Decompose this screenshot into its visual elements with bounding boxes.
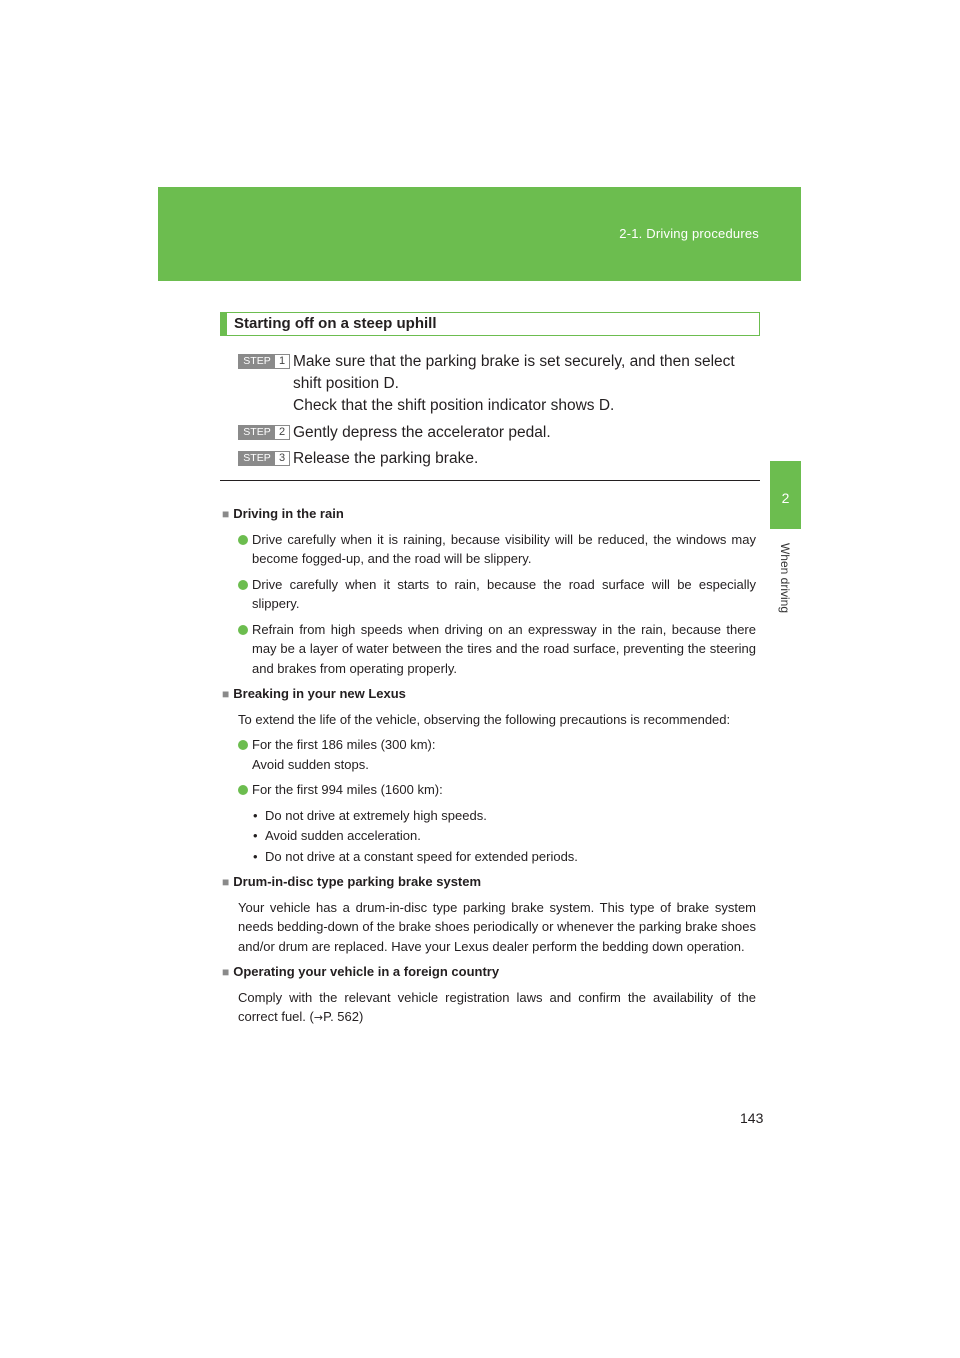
sub-item-text: Do not drive at a constant speed for extended periods.: [265, 848, 578, 864]
note-paragraph: To extend the life of the vehicle, observing the following precautions is recommended:: [238, 711, 731, 727]
step-text: [293, 422, 763, 444]
step-line: Make sure that the parking brake is set securely, and then select: [293, 353, 735, 370]
page-reference-arrow-icon: →: [313, 1011, 324, 1024]
sub-bullet-icon: •: [253, 828, 258, 843]
note-heading: ■ Drum-in-disc type parking brake system: [222, 874, 482, 889]
bullet-icon: [238, 740, 248, 750]
bullet-icon: [238, 785, 248, 795]
note-heading-text: Breaking in your new Lexus: [233, 686, 406, 701]
bullet-icon: [238, 625, 248, 635]
step-badge-word: STEP: [239, 426, 275, 439]
page-number: 143: [740, 1110, 764, 1126]
bullet-text: For the first 186 miles (300 km):: [252, 737, 436, 752]
note-heading-text: Operating your vehicle in a foreign country: [233, 964, 500, 979]
step-line: Check that the shift position indicator shows D.: [293, 397, 615, 414]
note-heading-text: Drum-in-disc type parking brake system: [233, 874, 482, 889]
section-heading-bar: [221, 313, 227, 335]
sub-bullet-icon: •: [253, 807, 258, 823]
note-paragraph: Your vehicle has a drum-in-disc type parking brake system. This type of brake system needs bedding-down of the brake shoes periodically or whenever the parking brake shoes and/or drum are replaced. Have your Lexus dealer perform the bedding down operation.: [238, 899, 756, 954]
note-paragraph-text: Comply with the relevant vehicle registration laws and confirm the availability of the correct fuel. (: [238, 989, 756, 1024]
bullet-text: Avoid sudden stops.: [252, 756, 369, 772]
chapter-title: 2-1. Driving procedures: [619, 226, 759, 241]
sub-item: [222, 806, 756, 826]
bullet-text: Drive carefully when it is raining, because visibility will be reduced, the windows may become fogged-up, and the road will be slippery.: [252, 531, 756, 566]
page-reference-link[interactable]: P. 562): [323, 1009, 364, 1024]
bullet-icon: [238, 580, 248, 590]
step-badge: [238, 425, 290, 440]
note-heading: ■ Driving in the rain: [222, 506, 344, 521]
section-divider: [220, 480, 760, 481]
notes-area: [222, 498, 756, 1034]
bullet-icon: [238, 535, 248, 545]
sub-item-text: Avoid sudden acceleration.: [265, 828, 421, 843]
bullet-item: [222, 530, 756, 569]
section-title: Starting off on a steep uphill: [234, 315, 437, 332]
step-badge-word: STEP: [239, 452, 275, 465]
section-heading-box: [220, 312, 760, 336]
step-badge: [238, 354, 290, 369]
step-line: shift position D.: [293, 375, 399, 392]
step-badge-word: STEP: [239, 355, 275, 368]
bullet-item: [222, 735, 756, 774]
chapter-side-tab: [770, 461, 801, 529]
note-heading-text: Driving in the rain: [233, 506, 344, 521]
sub-item: [222, 847, 756, 867]
sub-item: [222, 826, 756, 846]
bullet-text: Drive carefully when it starts to rain, because the road surface will be especially slippery.: [252, 576, 756, 611]
sub-bullet-icon: •: [253, 848, 258, 864]
sub-item-text: Do not drive at extremely high speeds.: [265, 807, 487, 823]
step-badge-number: 1: [278, 355, 286, 367]
step-text: [293, 351, 763, 417]
bullet-item: [222, 575, 756, 614]
step-text: [293, 448, 763, 470]
chapter-side-label: When driving: [778, 542, 792, 614]
note-heading: ■ Operating your vehicle in a foreign country: [222, 964, 500, 979]
note-paragraph: [222, 988, 756, 1028]
step-badge-number: 2: [278, 426, 286, 438]
note-heading: ■ Breaking in your new Lexus: [222, 686, 406, 701]
bullet-item: [222, 780, 756, 800]
step-line: Gently depress the accelerator pedal.: [293, 424, 551, 441]
step-badge-number: 3: [278, 452, 286, 464]
bullet-item: [222, 620, 756, 679]
chapter-number: 2: [781, 490, 790, 506]
bullet-text: Refrain from high speeds when driving on an expressway in the rain, because there may be a layer of water between the tires and the road surface, preventing the steering and brakes from operating properly.: [252, 621, 756, 676]
chapter-header-band: [158, 187, 801, 281]
step-badge: [238, 451, 290, 466]
step-line: Release the parking brake.: [293, 450, 479, 467]
bullet-text: For the first 994 miles (1600 km):: [252, 782, 443, 797]
